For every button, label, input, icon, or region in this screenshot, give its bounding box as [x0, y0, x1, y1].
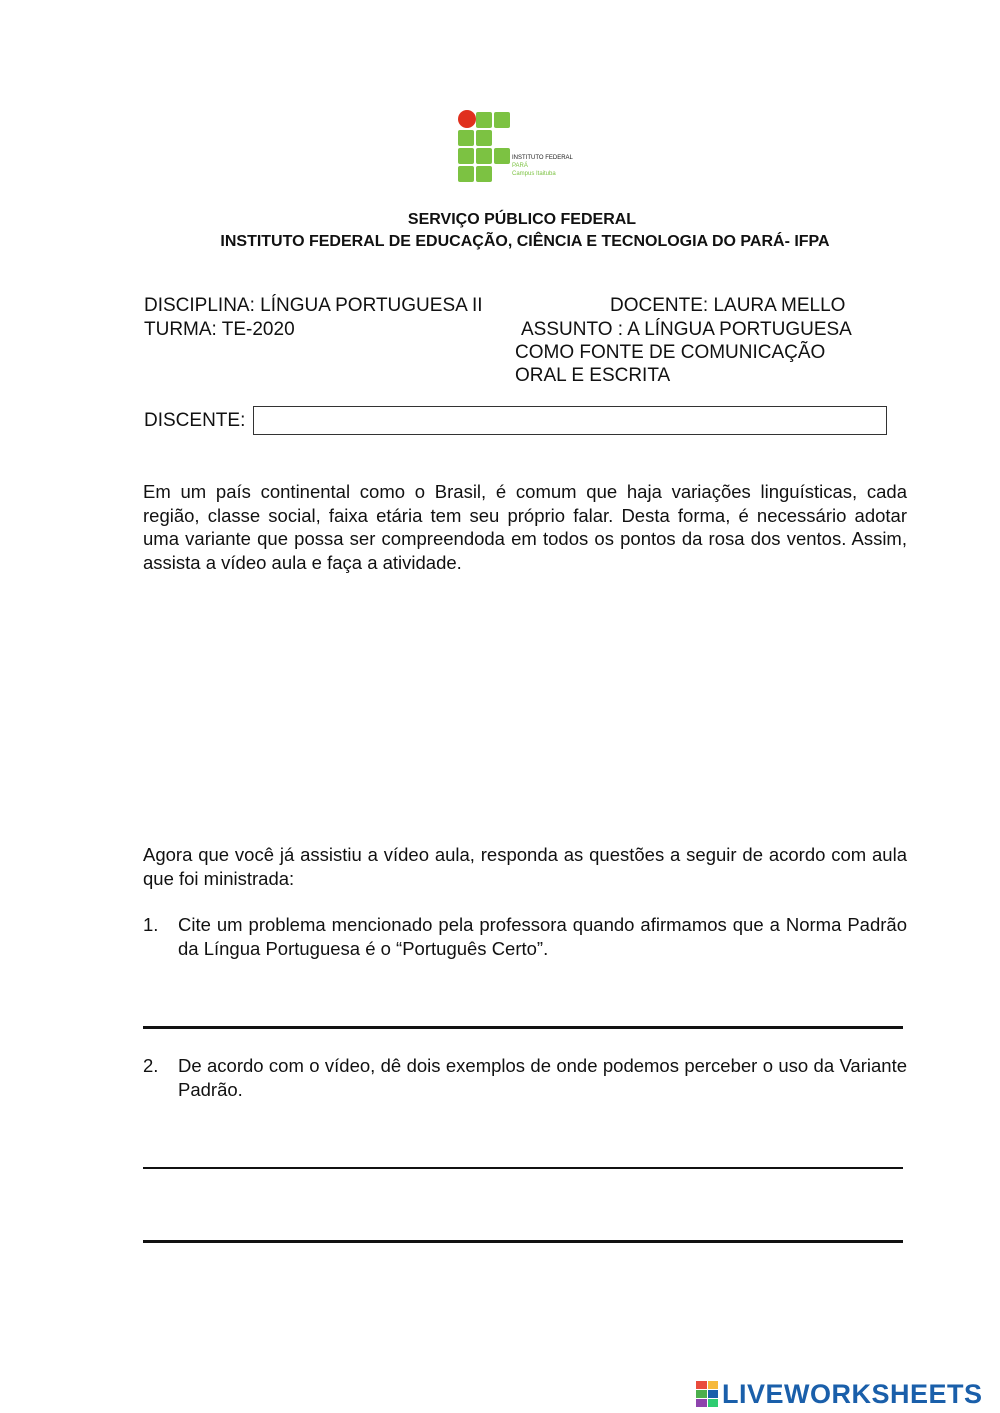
instructions-paragraph: Agora que você já assistiu a vídeo aula, responda as questões a seguir de acordo com aula que foi ministrada: — [143, 844, 907, 889]
docente-text: DOCENTE: LAURA MELLO — [610, 295, 846, 316]
question-number: 2. — [143, 1055, 159, 1076]
question-text: Cite um problema mencionado pela professora quando afirmamos que a Norma Padrão da Língua Portuguesa é o “Português Certo”. — [178, 914, 907, 959]
liveworksheets-brand: LIVEWORKSHEETS — [722, 1378, 983, 1409]
question-2 — [143, 1054, 907, 1101]
answer-line-2a[interactable] — [143, 1167, 903, 1169]
liveworksheets-logo — [696, 1379, 983, 1409]
institute-logo — [456, 110, 586, 186]
answer-line-1[interactable] — [143, 1026, 903, 1029]
question-1 — [143, 913, 907, 960]
header-line-2: INSTITUTO FEDERAL DE EDUCAÇÃO, CIÊNCIA E TECNOLOGIA DO PARÁ- IFPA — [220, 233, 830, 250]
liveworksheets-icon — [696, 1381, 718, 1407]
logo-red-dot — [458, 110, 476, 128]
turma-text: TURMA: TE-2020 — [144, 319, 295, 340]
question-text: De acordo com o vídeo, dê dois exemplos de onde podemos perceber o uso da Variante Padrão. — [178, 1055, 907, 1100]
answer-line-2b[interactable] — [143, 1240, 903, 1243]
question-number: 1. — [143, 914, 159, 935]
intro-paragraph: Em um país continental como o Brasil, é comum que haja variações linguísticas, cada região, classe social, faixa etária tem seu próprio falar. Desta forma, é necessário adotar uma variante que possa ser compreendoda em todos os pontos da rosa dos ventos. Assim, assista a vídeo aula e faça a atividade. — [143, 481, 907, 573]
disciplina-text: DISCIPLINA: LÍNGUA PORTUGUESA II — [144, 295, 483, 316]
assunto-line-1: ASSUNTO : A LÍNGUA PORTUGUESA — [521, 319, 852, 340]
assunto-line-3: ORAL E ESCRITA — [515, 365, 671, 386]
logo-text: INSTITUTO FEDERAL PARÁ Campus Itaituba — [512, 155, 573, 177]
discente-label: DISCENTE: — [144, 410, 246, 431]
assunto-line-2: COMO FONTE DE COMUNICAÇÃO — [515, 342, 826, 363]
discente-input[interactable] — [253, 406, 887, 435]
header-line-1: SERVIÇO PÚBLICO FEDERAL — [407, 211, 637, 228]
